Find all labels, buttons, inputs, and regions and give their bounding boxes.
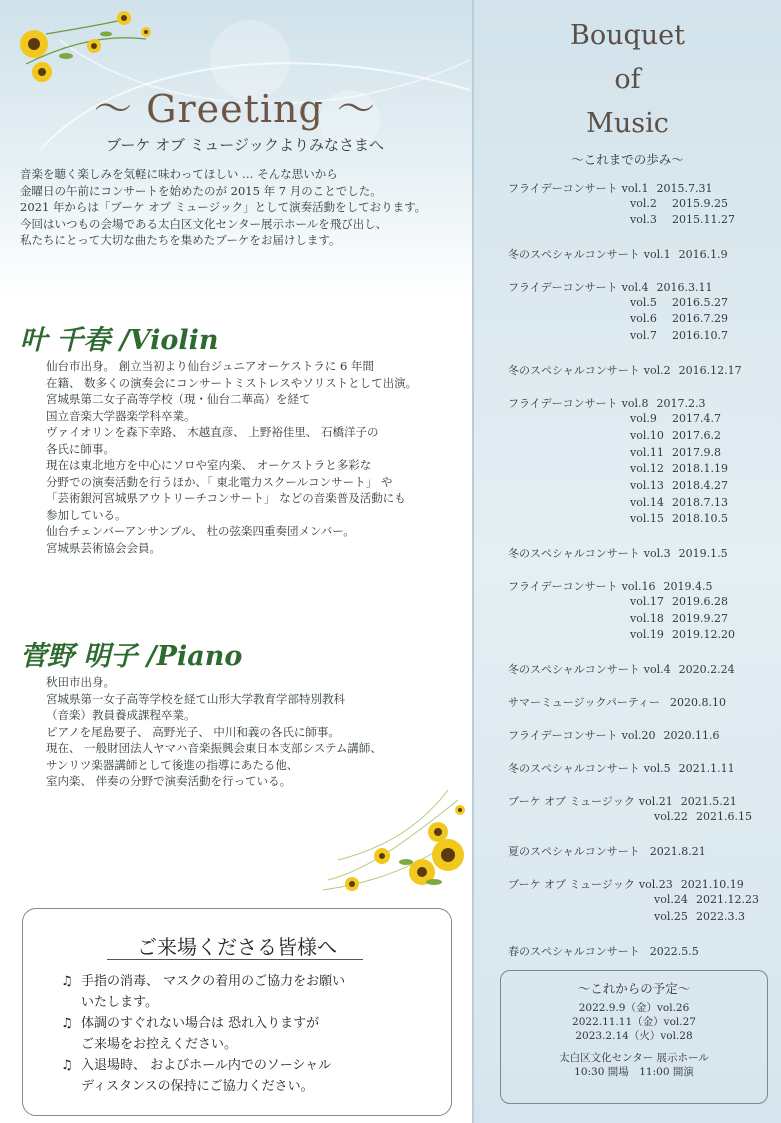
bio-line: 秋田市出身。 — [46, 675, 115, 689]
bio-line: 宮城県第一女子高等学校を経て山形大学教育学部特別教科 — [46, 691, 345, 706]
history-date: 2022.5.5 — [649, 945, 699, 958]
history-date: 2017.6.2 — [672, 429, 721, 442]
history-item — [508, 876, 744, 892]
music-note-icon: ♫ — [61, 1058, 73, 1073]
bouquet-title-line: Music — [586, 108, 669, 139]
history-date: 2020.2.24 — [678, 663, 735, 676]
history-date: 2019.12.20 — [672, 628, 735, 641]
history-item — [654, 893, 759, 906]
history-vol: vol.5 — [630, 296, 657, 309]
bio-line: 仙台市出身。 創立当初より仙台ジュニアオーケストラに 6 年間 — [46, 359, 374, 373]
history-vol: vol.1 — [643, 248, 671, 261]
history-label: 冬のスペシャルコンサート — [508, 364, 640, 377]
notice-line: ご来場をお控えください。 — [81, 1037, 238, 1052]
upcoming-list — [501, 1001, 767, 1079]
history-item — [630, 329, 728, 342]
history-vol: vol.5 — [643, 762, 671, 775]
history-date: 2020.8.10 — [670, 696, 727, 709]
history-item — [508, 661, 735, 677]
history-item — [630, 312, 728, 325]
greeting-line: 2021 年からは「ブーケ オブ ミュージック」として演奏活動をしております。 — [20, 200, 427, 214]
history-date: 2018.1.19 — [672, 462, 728, 475]
history-vol: vol.20 — [621, 729, 656, 742]
violinist-name: 叶 千春 /Violin — [20, 325, 219, 356]
history-label: 夏のスペシャルコンサート — [508, 845, 640, 858]
history-label: 冬のスペシャルコンサート — [508, 762, 640, 775]
greeting-line: 音楽を聴く楽しみを気軽に味わってほしい … そんな思いから — [20, 167, 338, 181]
history-vol: vol.9 — [630, 412, 657, 425]
history-item — [508, 843, 706, 859]
history-date: 2017.4.7 — [672, 412, 721, 425]
bio-line: 在籍、 数多くの演奏会にコンサートミストレスやソリストとして出演。 — [46, 375, 418, 390]
history-date: 2018.7.13 — [672, 496, 728, 509]
history-vol: vol.7 — [630, 329, 657, 342]
bio-line: 現在、 一般財団法人ヤマハ音楽振興会東日本支部システム講師、 — [46, 741, 382, 755]
upcoming-item: 2022.11.11（金）vol.27 — [572, 1016, 696, 1028]
history-item — [508, 362, 742, 378]
bio-line: サンリツ楽器講師として後進の指導にあたる他、 — [46, 757, 299, 772]
pianist-bio — [46, 674, 472, 790]
upcoming-item: 2022.9.9（金）vol.26 — [578, 1002, 690, 1014]
history-label: 冬のスペシャルコンサート — [508, 248, 640, 261]
history-vol: vol.2 — [643, 364, 671, 377]
bio-line: 「芸術銀河宮城県アウトリーチコンサート」 などの音楽普及活動にも — [46, 491, 406, 505]
history-vol: vol.16 — [621, 580, 656, 593]
history-vol: vol.12 — [630, 462, 664, 475]
music-note-icon: ♫ — [61, 1016, 73, 1031]
history-item — [630, 462, 728, 475]
notice-item — [61, 1055, 441, 1097]
notice-list — [61, 971, 441, 1097]
history-item — [654, 910, 745, 923]
history-date: 2018.10.5 — [672, 512, 728, 525]
upcoming-box — [500, 970, 768, 1104]
history-vol: vol.25 — [654, 910, 688, 923]
greeting-line: 今回はいつもの会場である太白区文化センター展示ホールを飛び出し、 — [20, 216, 388, 231]
history-vol: vol.3 — [643, 547, 671, 560]
greeting-line: 私たちにとって大切な曲たちを集めたブーケをお届けします。 — [20, 233, 341, 247]
history-item — [654, 810, 752, 823]
history-date: 2019.9.27 — [672, 612, 728, 625]
history-item — [630, 213, 735, 226]
history-date: 2019.1.5 — [678, 547, 728, 560]
history-date: 2015.7.31 — [656, 182, 713, 195]
history-item — [630, 296, 728, 309]
bio-line: 現在は東北地方を中心にソロや室内楽、 オーケストラと多彩な — [46, 458, 372, 472]
bio-line: ピアノを尾島要子、 高野光子、 中川和義の各氏に師事。 — [46, 724, 340, 739]
notice-line: いたします。 — [81, 995, 158, 1010]
bio-line: 参加している。 — [46, 507, 127, 522]
history-date: 2016.5.27 — [672, 296, 728, 309]
history-date: 2021.6.15 — [696, 810, 752, 823]
history-date: 2016.3.11 — [656, 281, 713, 294]
notice-line: 手指の消毒、 マスクの着用のご協力をお願い — [81, 974, 346, 989]
history-label: フライデーコンサート — [508, 729, 618, 742]
history-label: フライデーコンサート — [508, 580, 618, 593]
history-label: 冬のスペシャルコンサート — [508, 663, 640, 676]
history-item — [630, 512, 728, 525]
greeting-body — [20, 166, 472, 249]
history-item — [630, 496, 728, 509]
pianist-name: 菅野 明子 /Piano — [20, 641, 243, 672]
notice-title: ご来場くださる皆様へ — [137, 935, 337, 959]
history-item — [630, 628, 735, 641]
history-date: 2021.12.23 — [696, 893, 759, 906]
history-vol: vol.2 — [630, 197, 657, 210]
history-date: 2016.1.9 — [678, 248, 728, 261]
history-date: 2021.8.21 — [649, 845, 706, 858]
history-item — [630, 429, 721, 442]
history-label: ブーケ オブ ミュージック — [508, 878, 635, 891]
history-item — [630, 479, 728, 492]
history-item — [630, 412, 721, 425]
history-heading: ～これまでの歩み～ — [571, 152, 684, 167]
upcoming-item: 2023.2.14（火）vol.28 — [575, 1030, 693, 1042]
history-date: 2019.6.28 — [672, 595, 728, 608]
history-date: 2015.9.25 — [672, 197, 728, 210]
bio-line: （音楽）教員養成課程卒業。 — [46, 708, 196, 722]
history-label: サマーミュージックパーティー — [508, 696, 661, 709]
history-vol: vol.15 — [630, 512, 664, 525]
history-item — [630, 595, 728, 608]
upcoming-time: 10:30 開場 11:00 開演 — [574, 1066, 694, 1078]
history-vol: vol.8 — [621, 397, 649, 410]
bio-line: 宮城県芸術協会会員。 — [46, 540, 161, 555]
history-item — [508, 395, 706, 411]
notice-item — [61, 1013, 441, 1055]
history-date: 2019.4.5 — [663, 580, 713, 593]
history-date: 2016.7.29 — [672, 312, 728, 325]
history-date: 2016.10.7 — [672, 329, 728, 342]
greeting-title: ～ Greeting ～ — [94, 87, 376, 131]
history-vol: vol.3 — [630, 213, 657, 226]
bio-line: 仙台チェンバーアンサンブル、 杜の弦楽四重奏団メンバー。 — [46, 524, 355, 538]
history-date: 2015.11.27 — [672, 213, 735, 226]
greeting-line: 金曜日の午前にコンサートを始めたのが 2015 年 7 月のことでした。 — [20, 183, 382, 198]
history-item — [630, 446, 721, 459]
history-item — [508, 180, 713, 196]
right-panel — [474, 0, 781, 1123]
history-label: ブーケ オブ ミュージック — [508, 795, 635, 808]
history-item — [630, 612, 728, 625]
bio-line: 室内楽、 伴奏の分野で演奏活動を行っている。 — [46, 774, 292, 788]
history-item — [508, 694, 726, 710]
history-item — [508, 943, 699, 959]
history-item — [630, 197, 728, 210]
history-vol: vol.6 — [630, 312, 657, 325]
history-date: 2018.4.27 — [672, 479, 728, 492]
history-date: 2017.2.3 — [656, 397, 706, 410]
history-vol: vol.21 — [638, 795, 673, 808]
history-vol: vol.11 — [630, 446, 664, 459]
notice-line: ディスタンスの保持にご協力ください。 — [81, 1079, 314, 1094]
history-vol: vol.13 — [630, 479, 664, 492]
bouquet-title-line: Bouquet — [570, 20, 685, 51]
history-date: 2021.10.19 — [680, 878, 744, 891]
history-item — [508, 727, 720, 743]
bio-line: 国立音楽大学器楽学科卒業。 — [46, 408, 196, 423]
history-item — [508, 760, 735, 776]
history-vol: vol.17 — [630, 595, 664, 608]
history-vol: vol.4 — [621, 281, 649, 294]
bio-line: ヴァイオリンを森下幸路、 木越直彦、 上野裕佳里、 石橋洋子の — [46, 425, 379, 439]
history-label: フライデーコンサート — [508, 281, 618, 294]
history-vol: vol.1 — [621, 182, 649, 195]
notice-box — [22, 908, 452, 1116]
bouquet-title — [474, 14, 781, 146]
history-item — [508, 279, 713, 295]
bio-line: 各氏に師事。 — [46, 441, 115, 456]
history-item — [508, 246, 728, 262]
history-date: 2021.1.11 — [678, 762, 735, 775]
history-item — [508, 578, 713, 594]
bio-line: 分野での演奏活動を行うほか、「 東北電力スクールコンサート」 や — [46, 474, 393, 489]
history-item — [508, 545, 728, 561]
notice-line: 体調のすぐれない場合は 恐れ入りますが — [81, 1016, 320, 1031]
history-vol: vol.22 — [654, 810, 688, 823]
upcoming-venue: 太白区文化センター 展示ホール — [559, 1052, 709, 1064]
history-date: 2017.9.8 — [672, 446, 721, 459]
violinist-bio — [46, 358, 472, 556]
history-date: 2022.3.3 — [696, 910, 745, 923]
history-label: 冬のスペシャルコンサート — [508, 547, 640, 560]
history-vol: vol.4 — [643, 663, 671, 676]
history-item — [508, 793, 737, 809]
music-note-icon: ♫ — [61, 974, 73, 989]
notice-item — [61, 971, 441, 1013]
greeting-subtitle: ブーケ オブ ミュージックよりみなさまへ — [105, 136, 385, 154]
history-label: フライデーコンサート — [508, 182, 618, 195]
notice-title-underline — [107, 959, 363, 960]
history-label: 春のスペシャルコンサート — [508, 945, 640, 958]
history-date: 2021.5.21 — [680, 795, 737, 808]
history-vol: vol.18 — [630, 612, 664, 625]
bio-line: 宮城県第二女子高等学校（現・仙台二華高）を経て — [46, 392, 311, 406]
history-vol: vol.23 — [638, 878, 673, 891]
history-vol: vol.19 — [630, 628, 664, 641]
history-vol: vol.10 — [630, 429, 664, 442]
history-vol: vol.24 — [654, 893, 688, 906]
history-date: 2020.11.6 — [663, 729, 720, 742]
bouquet-title-line: of — [614, 64, 641, 95]
notice-line: 入退場時、 およびホール内でのソーシャル — [81, 1058, 332, 1073]
upcoming-heading: ～これからの予定～ — [577, 981, 691, 996]
history-vol: vol.14 — [630, 496, 664, 509]
history-date: 2016.12.17 — [678, 364, 742, 377]
sunflower-bouquet-icon — [318, 780, 470, 898]
history-label: フライデーコンサート — [508, 397, 618, 410]
